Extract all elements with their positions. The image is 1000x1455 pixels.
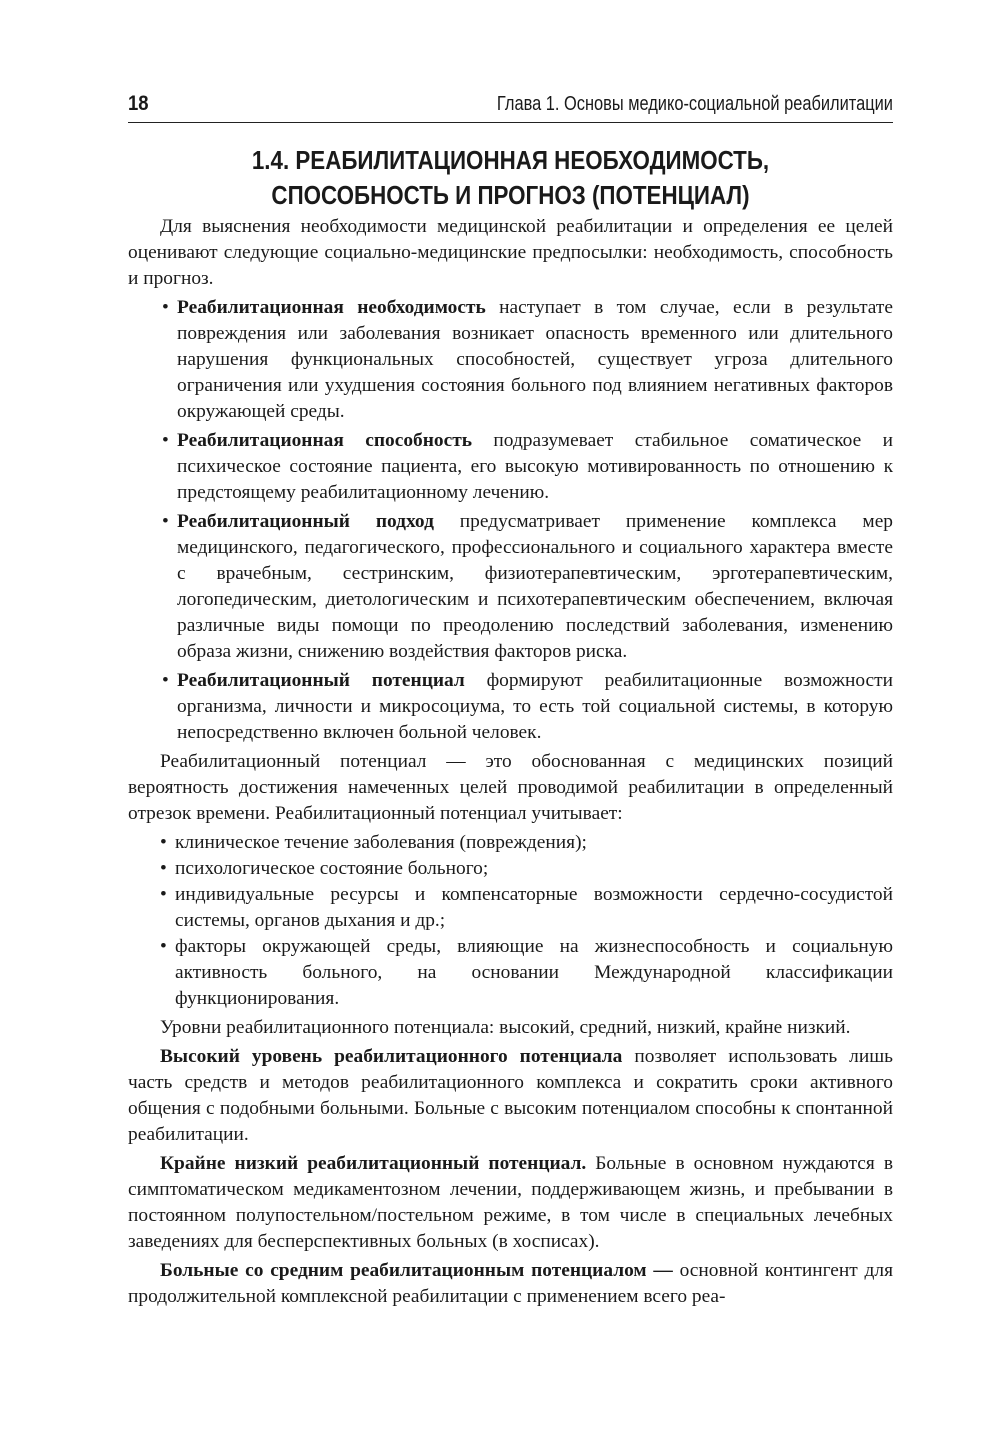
page-number: 18 <box>128 92 149 115</box>
term-list <box>128 295 893 746</box>
potential-definition-paragraph: Реабилитационный потенциал — это обоснованная с медицинских позиций вероятность достижения намеченных целей проводимой реабилитации в определенный отрезок времени. Реабилитационный потенциал учитывает: <box>128 751 893 824</box>
list-item: • индивидуальные ресурсы и компенсаторные возможности сердечно-сосудистой системы, органов дыхания и др.; <box>128 882 893 934</box>
list-item: • психологическое состояние больного; <box>128 856 893 882</box>
term-text: наступает в том случае, если в результате повреждения или заболевания возникает опасность временного или длительного нарушения функциональных способностей, существует угроза длительного ограничения или ухудшения состояния больного под влиянием негативных факторов окружающей среды. <box>177 297 893 422</box>
term-label: Реабилитационный потенциал <box>177 670 465 691</box>
term-label: Высокий уровень реабилитационного потенциала <box>160 1046 623 1067</box>
very-low-paragraph <box>128 1151 893 1255</box>
list-item <box>128 428 893 506</box>
term-label: Реабилитационная необходимость <box>177 297 486 318</box>
body-text <box>128 214 893 1313</box>
high-level-paragraph <box>128 1044 893 1148</box>
term-label: Крайне низкий реабилитационный потенциал. <box>160 1153 587 1174</box>
term-text: подразумевает стабильное соматическое и психическое состояние пациента, его высокую мотивированность по отношению к предстоящему реабилитационному лечению. <box>177 430 893 503</box>
running-header <box>128 90 893 123</box>
section-heading <box>128 143 893 213</box>
term-text: позволяет использовать лишь часть средств и методов реабилитационного комплекса и сократить сроки активного общения с подобными больными. Больные с высоким потенциалом способны к спонтанной реабилитации. <box>128 1046 894 1145</box>
term-text: основной контингент для продолжительной комплексной реабилитации с применением всего реа- <box>128 1260 894 1307</box>
section-heading-line-2: СПОСОБНОСТЬ И ПРОГНОЗ (ПОТЕНЦИАЛ) <box>271 180 750 210</box>
term-text: формируют реабилитационные возможности организма, личности и микросоциума, то есть той социальной системы, в которую непосредственно включен больной человек. <box>177 670 893 743</box>
term-label: Больные со средним реабилитационным потенциалом — <box>160 1260 673 1281</box>
term-label: Реабилитационная способность <box>177 430 472 451</box>
list-item <box>128 509 893 665</box>
list-item <box>128 295 893 425</box>
chapter-title: Глава 1. Основы медико-социальной реабилитации <box>497 93 893 115</box>
term-text: предусматривает применение комплекса мер медицинского, педагогического, профессионального и социального характера вместе с врачебным, сестринским, физиотерапевтическим, эрготерапевтическим, логопедическим, диетологическим и психотерапевтическим обеспечением, включая различные виды помощи по преодолению последствий заболевания, изменению образа жизни, снижению воздействия факторов риска. <box>177 511 893 662</box>
list-item <box>128 668 893 746</box>
intro-paragraph: Для выяснения необходимости медицинской реабилитации и определения ее целей оценивают следующие социально-медицинские предпосылки: необходимость, способность и прогноз. <box>128 216 893 289</box>
section-heading-line-1: 1.4. РЕАБИЛИТАЦИОННАЯ НЕОБХОДИМОСТЬ, <box>251 145 770 175</box>
medium-level-paragraph <box>128 1258 893 1310</box>
factor-list <box>128 830 893 1012</box>
levels-paragraph: Уровни реабилитационного потенциала: высокий, средний, низкий, крайне низкий. <box>160 1017 851 1038</box>
list-item: • факторы окружающей среды, влияющие на жизнеспособность и социальную активность больного, на основании Международной классификации функционирования. <box>128 934 893 1012</box>
term-text: Больные в основном нуждаются в симптоматическом медикаментозном лечении, поддерживающем жизнь, и пребывании в постоянном полупостельном/постельном режиме, в том числе в специальных лечебных заведениях для бесперспективных больных (в хосписах). <box>128 1153 893 1252</box>
term-label: Реабилитационный подход <box>177 511 434 532</box>
list-item: • клиническое течение заболевания (повреждения); <box>128 830 893 856</box>
